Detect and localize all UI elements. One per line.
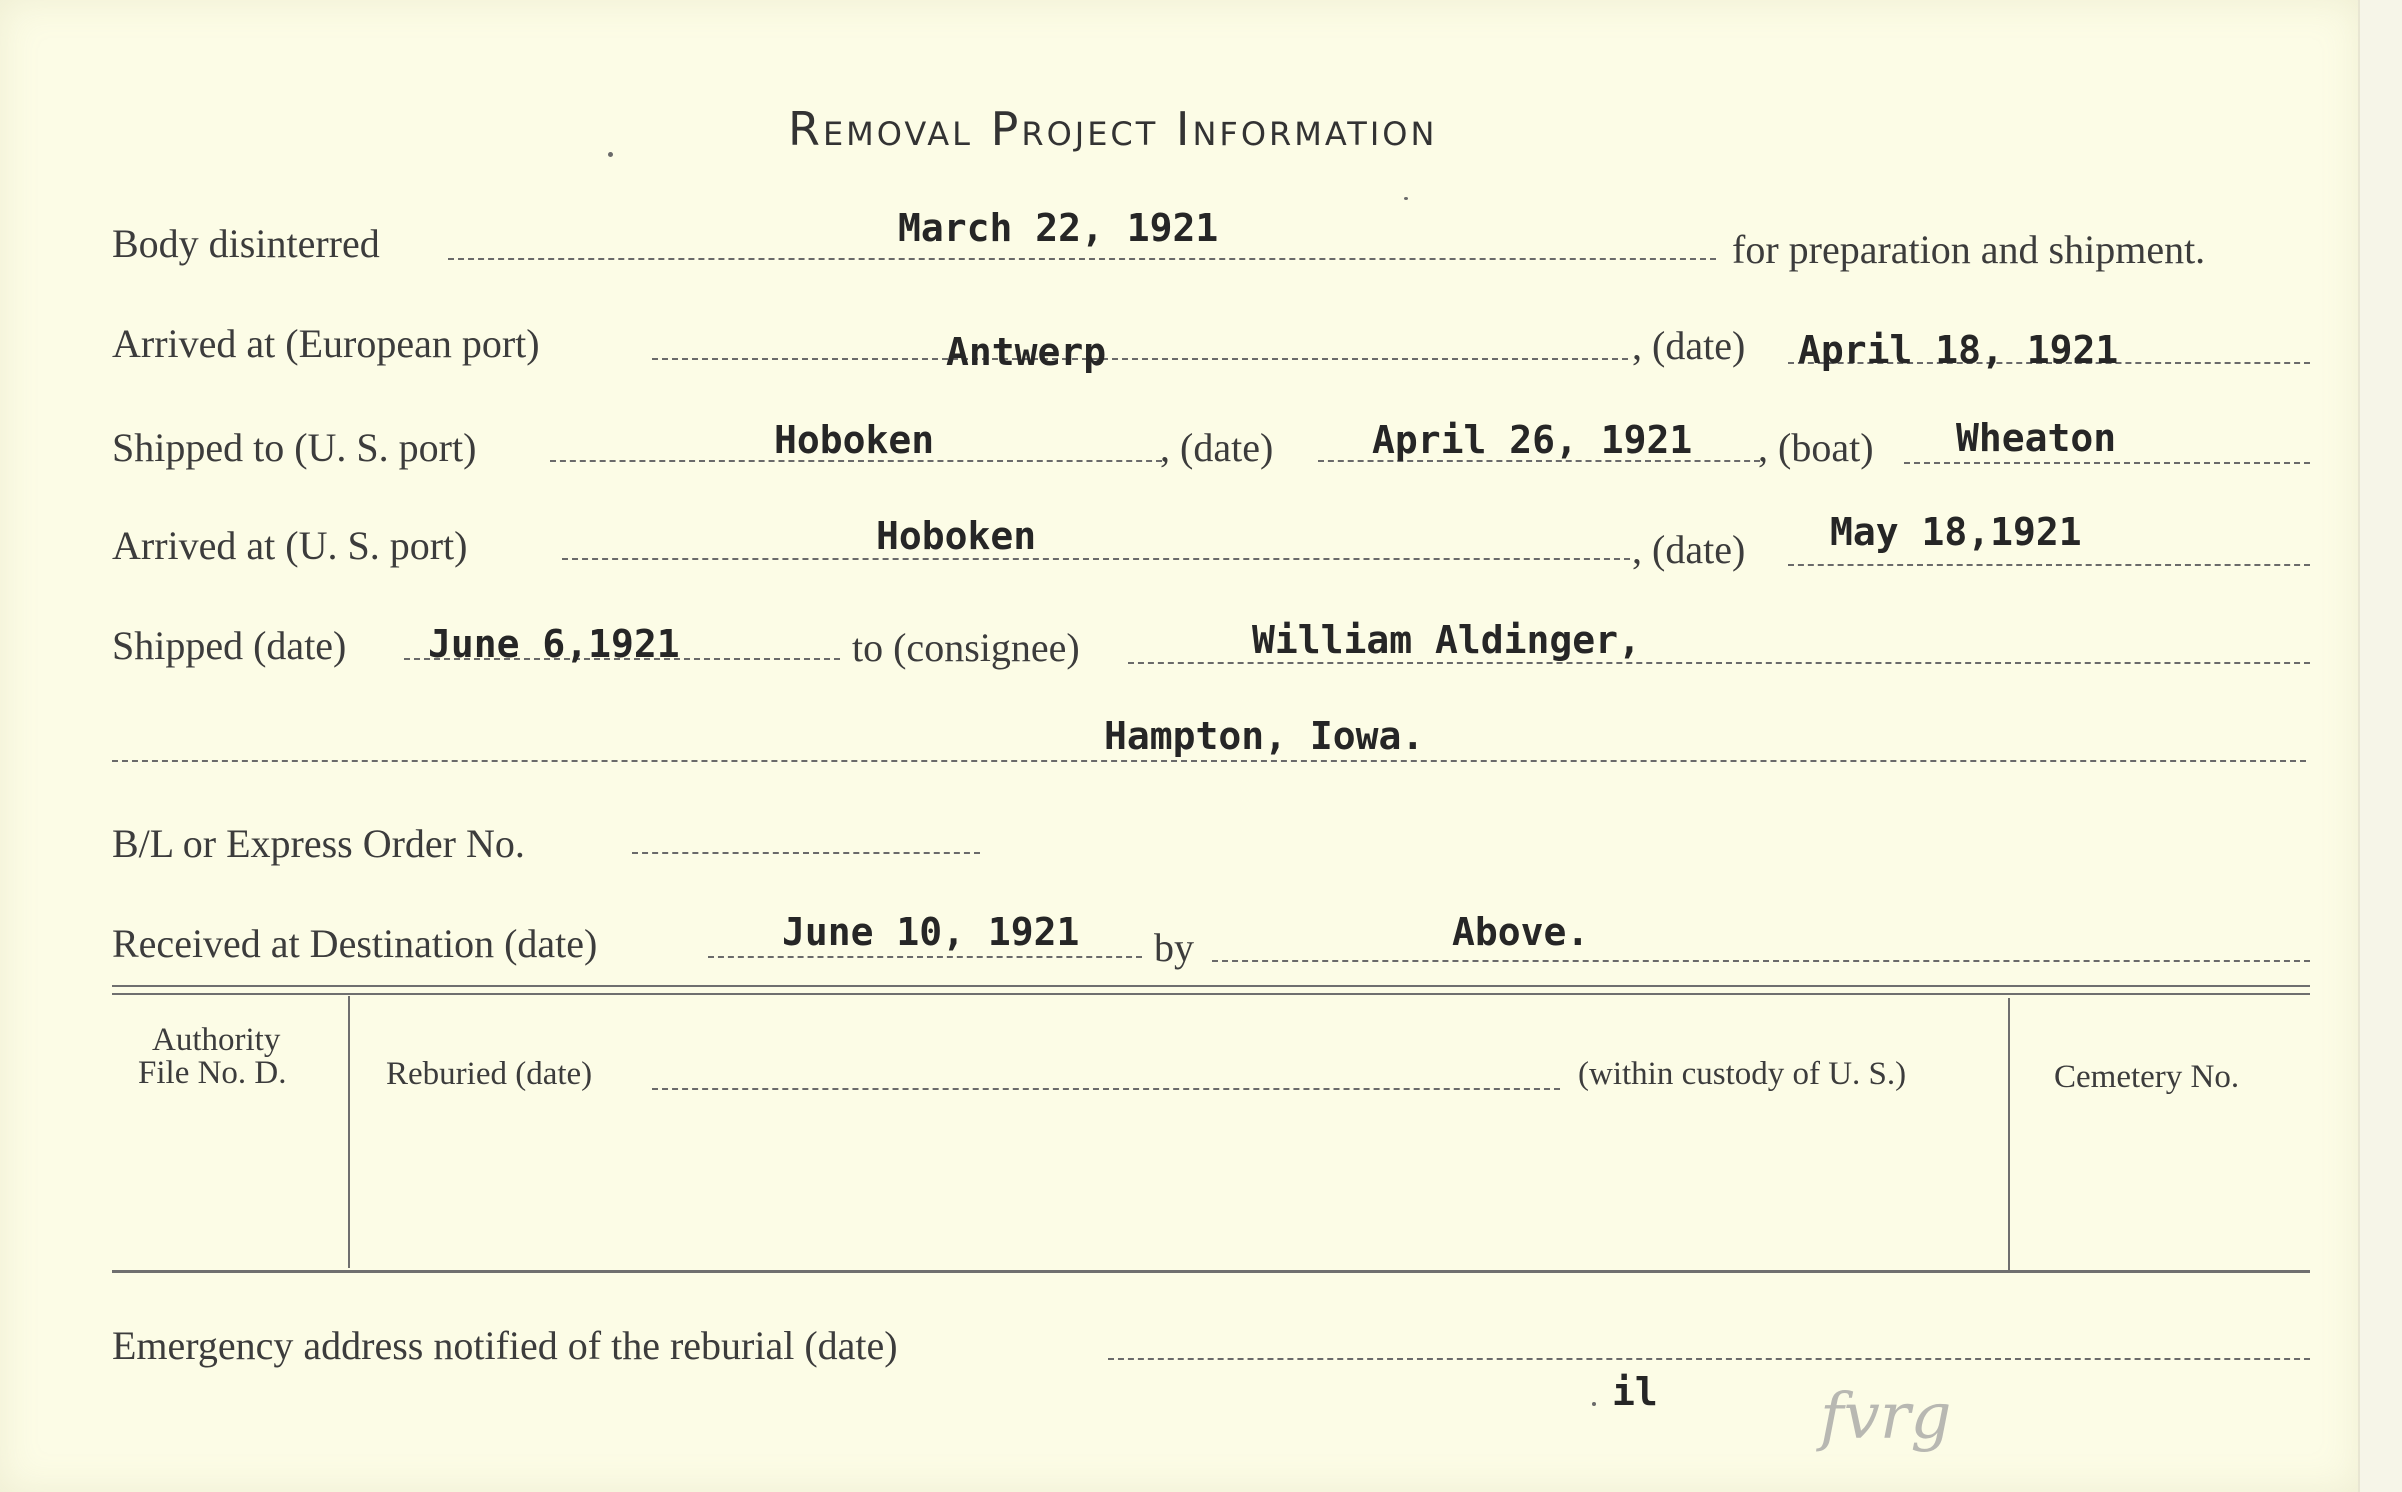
table-divider-left <box>348 996 350 1268</box>
blank-received-date <box>708 956 1142 958</box>
blank-bl-express <box>632 852 980 854</box>
value-us-port-shipped-to: Hoboken <box>774 418 935 462</box>
label-authority-line2: File No. D. <box>138 1055 287 1091</box>
label-body-disinterred: Body disinterred <box>112 221 380 266</box>
blank-us-arrival-date <box>1788 564 2310 566</box>
label-boat: , (boat) <box>1758 425 1874 470</box>
value-consignee-name: William Aldinger, <box>1252 618 1641 662</box>
label-by: by <box>1154 925 1194 970</box>
value-european-port: Antwerp <box>946 330 1107 374</box>
typed-initials: il <box>1612 1370 1658 1414</box>
label-us-arrival-date: , (date) <box>1632 527 1746 572</box>
value-disinterred-date: March 22, 1921 <box>898 206 1219 250</box>
label-arrived-european-port: Arrived at (European port) <box>112 321 540 366</box>
table-top-rule-2 <box>112 993 2310 995</box>
blank-boat <box>1904 462 2310 464</box>
paper-speck <box>1592 1402 1596 1406</box>
label-shipped-date-consignee: Shipped (date) <box>112 623 347 668</box>
label-european-date: , (date) <box>1632 323 1746 368</box>
value-european-arrival-date: April 18, 1921 <box>1798 328 2119 372</box>
blank-reburied-date <box>652 1088 1560 1090</box>
label-reburied: Reburied (date) <box>386 1056 593 1092</box>
label-within-custody: (within custody of U. S.) <box>1578 1056 1907 1092</box>
label-bl-express: B/L or Express Order No. <box>112 821 525 866</box>
value-received-date: June 10, 1921 <box>782 910 1080 954</box>
form-title: Removal Project Information <box>788 102 1438 156</box>
blank-consignee-name <box>1128 662 2310 664</box>
table-bottom-rule <box>112 1270 2310 1273</box>
label-shipped-to-us-port: Shipped to (U. S. port) <box>112 425 477 470</box>
value-consignee-address: Hampton, Iowa. <box>1104 714 1425 758</box>
label-emergency-address: Emergency address notified of the reburial (date) <box>112 1323 898 1368</box>
label-shipped-date: , (date) <box>1160 425 1274 470</box>
label-to-consignee: to (consignee) <box>852 625 1080 670</box>
value-consignee-ship-date: June 6,1921 <box>428 622 680 666</box>
blank-european-port <box>652 358 1628 360</box>
blank-received-by <box>1212 960 2310 962</box>
table-divider-right <box>2008 998 2010 1270</box>
blank-consignee-address <box>112 760 2306 762</box>
label-for-preparation: for preparation and shipment. <box>1732 227 2206 272</box>
value-shipped-date: April 26, 1921 <box>1372 418 1693 462</box>
blank-disinterred <box>448 258 1716 260</box>
value-us-arrival-date: May 18,1921 <box>1830 510 2082 554</box>
paper-speck <box>1404 197 1408 200</box>
paper-speck <box>608 152 613 157</box>
label-authority-line1: Authority <box>152 1022 281 1058</box>
blank-us-port-arrived <box>562 558 1630 560</box>
value-received-by: Above. <box>1452 910 1590 954</box>
label-arrived-us-port: Arrived at (U. S. port) <box>112 523 468 568</box>
value-boat: Wheaton <box>1956 416 2117 460</box>
label-cemetery-no: Cemetery No. <box>2054 1059 2240 1095</box>
card-edge <box>2358 0 2402 1492</box>
table-top-rule-1 <box>112 985 2310 987</box>
blank-emergency-date <box>1108 1358 2310 1360</box>
value-us-port-arrived: Hoboken <box>876 514 1037 558</box>
label-received-destination: Received at Destination (date) <box>112 921 598 966</box>
handwritten-initials: fvrg <box>1820 1380 1952 1454</box>
